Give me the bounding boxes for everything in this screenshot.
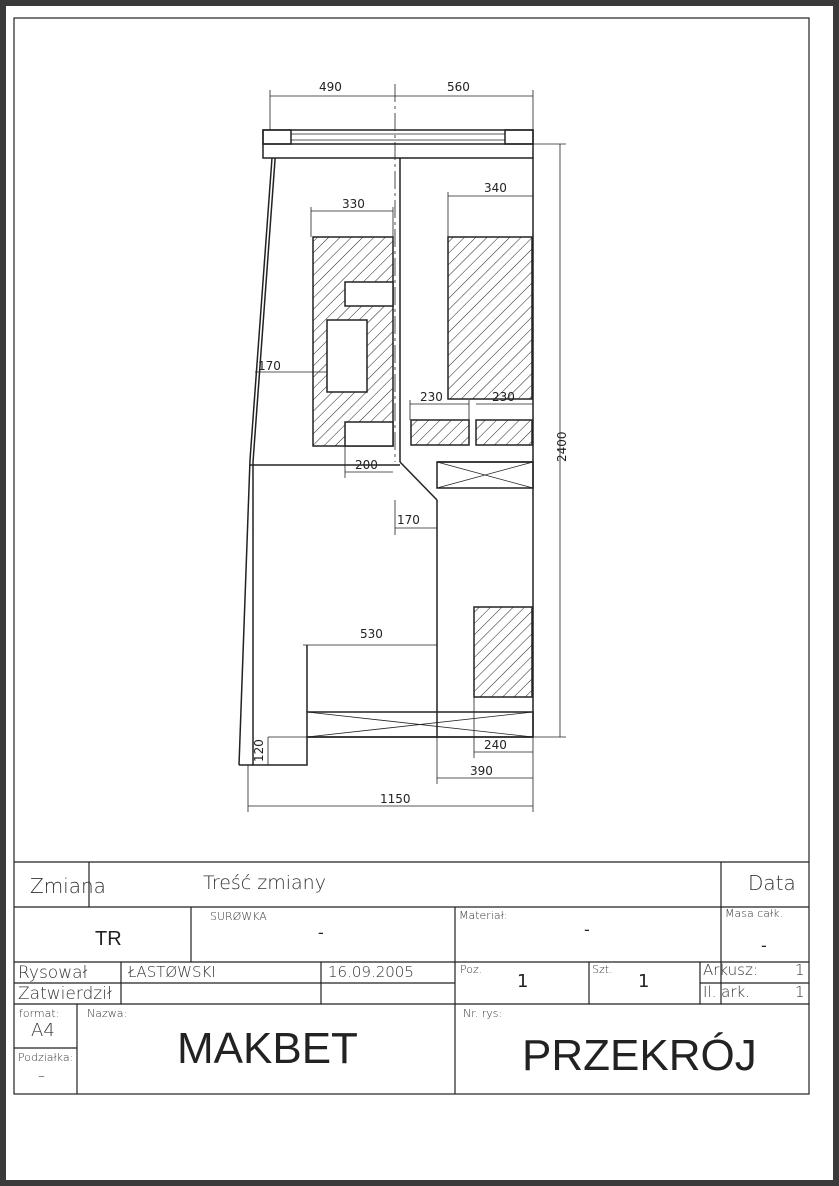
masa-value: - bbox=[761, 936, 767, 955]
dim-230-a: 230 bbox=[420, 390, 443, 404]
dim-230-b: 230 bbox=[492, 390, 515, 404]
dim-120: 120 bbox=[252, 739, 266, 762]
hatched-block-right bbox=[448, 237, 532, 399]
arkusz-label: Arkusz: bbox=[703, 961, 758, 979]
dim-530: 530 bbox=[360, 627, 383, 641]
dim-170-mid: 170 bbox=[397, 513, 420, 527]
tresc-zmiany-label: Treść zmiany bbox=[203, 872, 326, 894]
hatched-block-lower bbox=[474, 607, 532, 697]
material-label: Materiał: bbox=[459, 909, 508, 922]
dim-340: 340 bbox=[484, 181, 507, 195]
dim-1150: 1150 bbox=[380, 792, 411, 806]
hatched-block-small-a bbox=[411, 420, 469, 445]
surowka-value: - bbox=[318, 923, 324, 942]
drawing-frame bbox=[14, 18, 809, 1094]
material-value: - bbox=[584, 920, 590, 939]
dim-560: 560 bbox=[447, 80, 470, 94]
arkusz-value: 1 bbox=[795, 961, 805, 979]
poz-value: 1 bbox=[517, 971, 529, 992]
il-ark-label: Il. ark. bbox=[703, 983, 750, 1001]
nr-rys-label: Nr. rys: bbox=[463, 1007, 503, 1020]
nazwa-value: MAKBET bbox=[177, 1024, 358, 1073]
zmiana-label: Zmiana bbox=[30, 874, 106, 898]
data-label: Data bbox=[748, 871, 796, 895]
zatwierdzil-label: Zatwierdził bbox=[18, 984, 112, 1004]
surowka-label: SURØWKA bbox=[210, 910, 267, 923]
dim-390: 390 bbox=[470, 764, 493, 778]
szt-value: 1 bbox=[638, 971, 650, 992]
rysowal-name: ŁASTØWSKI bbox=[128, 963, 216, 981]
rysowal-label: Rysował bbox=[18, 963, 88, 983]
il-ark-value: 1 bbox=[795, 983, 805, 1001]
podzialka-value: – bbox=[38, 1068, 45, 1084]
masa-label: Masa całk. bbox=[725, 907, 783, 920]
szt-label: Szt. bbox=[592, 963, 613, 976]
format-value: A4 bbox=[31, 1020, 55, 1041]
poz-label: Poz. bbox=[460, 963, 483, 976]
dim-2400: 2400 bbox=[555, 431, 569, 462]
dim-200: 200 bbox=[355, 458, 378, 472]
nr-rys-value: PRZEKRÓJ bbox=[522, 1031, 757, 1080]
hatched-block-small-b bbox=[476, 420, 532, 445]
dim-490: 490 bbox=[319, 80, 342, 94]
drawing-date: 16.09.2005 bbox=[328, 963, 414, 981]
code-tr: TR bbox=[95, 928, 122, 950]
format-label: format: bbox=[19, 1007, 60, 1020]
dim-330: 330 bbox=[342, 197, 365, 211]
podzialka-label: Podziałka: bbox=[18, 1051, 74, 1064]
nazwa-label: Nazwa: bbox=[87, 1007, 128, 1020]
dim-240: 240 bbox=[484, 738, 507, 752]
dim-170-left: 170 bbox=[258, 359, 281, 373]
